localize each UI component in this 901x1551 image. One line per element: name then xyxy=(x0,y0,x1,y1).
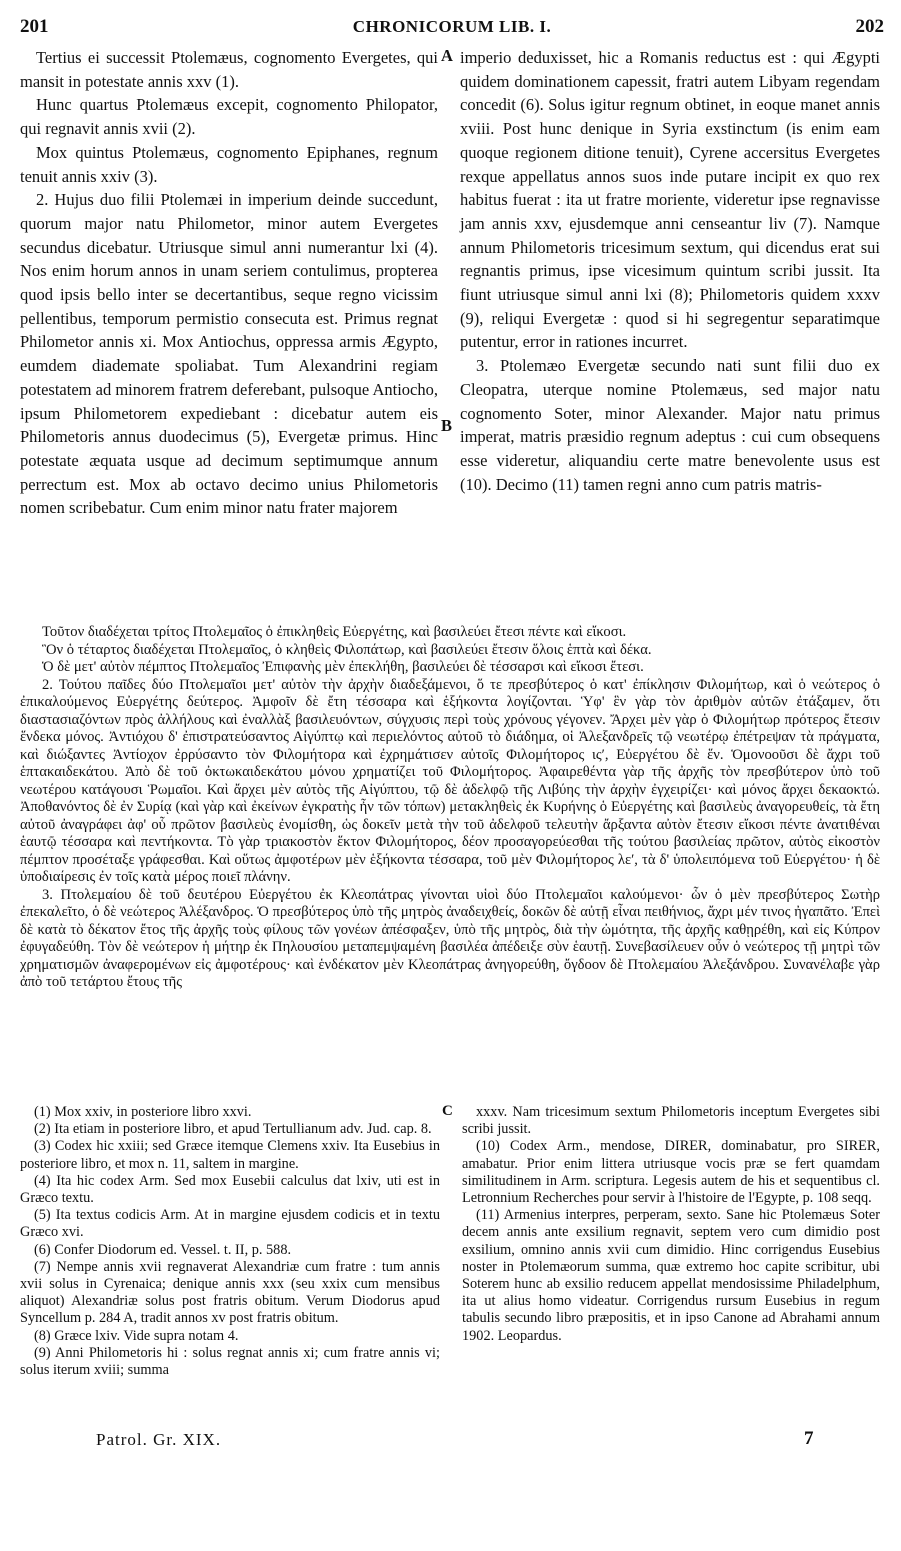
latin-paragraph: Hunc quartus Ptolemæus excepit, cognomento Philopator, qui regnavit annis xvii (2). xyxy=(20,95,438,139)
footnote: (8) Græce lxiv. Vide supra notam 4. xyxy=(34,1327,239,1344)
greek-paragraph: Ὃν ὁ τέταρτος διαδέχεται Πτολεμαῖος, ὁ κληθεὶς Φιλοπάτωρ, καὶ βασιλεύει ἔτεσιν ὅλοις ἑπτὰ καὶ δέκα. xyxy=(42,641,652,658)
footnote: (6) Confer Diodorum ed. Vessel. t. II, p. 588. xyxy=(34,1241,292,1258)
margin-marker-c: C xyxy=(442,1103,453,1119)
greek-paragraph: Ὁ δὲ μετ' αὐτὸν πέμπτος Πτολεμαῖος Ἐπιφανὴς μὲν ἐπεκλήθη, βασιλεύει δὲ τέσσαρσι καὶ εἴκοσι ἔτεσι. xyxy=(42,659,644,675)
page-number-right: 202 xyxy=(855,16,884,37)
footnote: (9) Anni Philometoris hi : solus regnat annis xi; cum fratre annis vi; solus iterum xviii; summa xyxy=(20,1344,440,1379)
footnote: (1) Mox xxiv, in posteriore libro xxvi. xyxy=(34,1104,252,1120)
footnote: xxxv. Nam tricesimum sextum Philometoris inceptum Evergetes sibi scribi jussit. xyxy=(462,1104,880,1138)
latin-column-left xyxy=(20,46,438,606)
footnote: (3) Codex hic xxiii; sed Græce itemque Clemens xxiv. Ita Eusebius in posteriore libro, et mox n. 11, saltem in margine. xyxy=(20,1138,440,1172)
latin-paragraph: imperio deduxisset, hic a Romanis reductus est : qui Ægypti quidem dominationem capessit, fratri autem Libyam regendam concedit (6). Solus igitur regnum obtinet, in eoque manet annis xviii. Post hunc denique in Syria exstinctum (is enim eam quoque regionem ditione tenuit), Cyrene accersitus Evergetes rexque appellatus annos suos inde putare incipit ex quo rex habitus fuerat : ita ut fratre moriente, videretur ipse regnavisse jam annis xxv, ejusdemque anni censeantur liv (7). Namque annum Philometoris tricesimum sextum, qui dicendus erat sui regnantis primus, ipse vicesimum quintum scribi jussit. Ita fiunt utriusque simul anni lxi (8); Philometoris quidem xxxv (9), reliqui Evergetæ : quod si hi segregentur separatimque putentur, error in rationes incurret. xyxy=(460,48,880,352)
signature-number: 7 xyxy=(804,1428,814,1449)
page-footer xyxy=(20,1430,884,1458)
greek-text-block xyxy=(20,624,880,1094)
margin-marker-a: A xyxy=(441,46,453,65)
latin-column-right xyxy=(460,46,880,606)
footnote: (5) Ita textus codicis Arm. At in margine ejusdem codicis et in textu Græco xvi. xyxy=(20,1207,440,1241)
footnotes-left xyxy=(20,1104,440,1429)
running-header xyxy=(20,16,884,42)
footnote: (11) Armenius interpres, perperam, sexto. Sane hic Ptolemæus Soter decem annis ante exsilium regnavit, septem vero cum dimidio post exsilium, omnino annis xvii cum dimidio. Hinc corrigendus Eusebius noster in Ptolemæorum summa, quæ extremo hoc capite scribitur, ubi Soterem hunc ab exsilio reducem appellat mendosissime Philadelphum, ita ut alius homo videatur. Corrigendus rursum Eusebius in regum tabulis secundo libro præpositis, et in ipso Canone ad Abrahami annum 1902. Leopardus. xyxy=(462,1207,880,1344)
footnote: (2) Ita etiam in posteriore libro, et apud Tertullianum adv. Jud. cap. 8. xyxy=(34,1121,432,1138)
page-number-left: 201 xyxy=(20,16,49,37)
latin-paragraph: 2. Hujus duo filii Ptolemæi in imperium deinde succedunt, quorum major natu Philometor, minor autem Evergetes secundus dicebatur. Utriusque simul anni numerantur lxi (4). Nos enim horum annos in unam seriem contulimus, propterea quod ipsis bello inter se decertantibus, seque regno vicissim pellentibus, temporum permistio consecuta est. Primus regnat Philometor annis xi. Mox Antiochus, oppressa armis Ægypto, eumdem diademate spoliabat. Tum Alexandrini regiam potestatem ad minorem fratrem deferebant, pulsoque Antiocho, ipsum Philometorem expediebant : dicebatur autem eis Philometoris annus duodecimus (5), Evergetæ primus. Hinc potestate æquata usque ad decimum septimumque annum perrectum est. Mox ab octavo decimo unius Philometoris nomen scribebatur. Cum enim minor natu frater majorem xyxy=(20,190,438,518)
signature-mark: Patrol. Gr. XIX. xyxy=(96,1430,222,1449)
footnote: (7) Nempe annis xvii regnaverat Alexandriæ cum fratre : tum annis xvii solus in Cyrenaica; denique annis xxx (seu xxix cum mensibus aliquot) Alexandriæ solus post fratris obitum. Verum Diodorus apud Syncellum p. 284 A, tradit annos xv post fratris obitum. xyxy=(20,1258,440,1327)
footnote: (4) Ita hic codex Arm. Sed mox Eusebii calculus dat lxiv, uti est in Græco textu. xyxy=(20,1172,440,1207)
footnotes-right xyxy=(462,1104,880,1429)
footnote: (10) Codex Arm., mendose, DIRER, dominabatur, pro SIRER, amabatur. Prior enim littera utriusque vocis præ se fert quamdam similitudinem in Arm. scriptura. Legesis autem de his et sequentibus cl. Letronnium Recherches pour servir à l'histoire de l'Egypte, p. 108 seqq. xyxy=(462,1138,880,1207)
latin-paragraph: Tertius ei successit Ptolemæus, cognomento Evergetes, qui mansit in potestate annis xxv (1). xyxy=(20,48,438,91)
greek-paragraph: 2. Τούτου παῖδες δύο Πτολεμαῖοι μετ' αὐτὸν τὴν ἀρχὴν διαδεξάμενοι, ὅ τε πρεσβύτερος ὁ κατ' ἐπίκλησιν Φιλομήτωρ, καὶ ὁ νεώτερος ὁ ἐπικαλούμενος Εὐεργέτης δεύτερος. Ἀμφοῖν δὲ ἔτη τέσσαρα καὶ ἑξήκοντα λογίζονται. Ὑφ' ἓν γὰρ τὸν ἀριθμὸν αὐτῶν ἐτάξαμεν, ὅτι διαστασιαζόντων πρὸς ἀλλήλους καὶ ἐναλλὰξ βασιλευόντων, σύγχυσις περὶ τοὺς χρόνους γέγονεν. Ἄρχει μὲν γὰρ ὁ Φιλομήτωρ πρότερος ἔτεσιν ἕνδεκα μόνος. Ἀντιόχου δ' ἐπιστρατεύσαντος Αἰγύπτῳ καὶ περιελόντος αὐτοῦ τὸ διάδημα, οἱ Ἀλεξανδρεῖς τῷ νεωτέρῳ ἐπέτρεψαν τὰ πράγματα, καὶ διώξαντες Ἀντίοχον ἐρρύσαντο τὸν Φιλομήτορα καὶ ἐχρημάτισεν αὐτοῖς Φιλομήτορος ιςʹ, Εὐεργέτου δὲ ἕν. Ὁμονοοῦσι δὲ ἄχρι τοῦ ἑπτακαιδεκάτου. Ἀπὸ δὲ τοῦ ὀκτωκαιδεκάτου μόνου χρηματίζει τοῦ Φιλομήτορος. Ἀφαιρεθέντα γὰρ τῆς ἀρχῆς τὸν πρεσβύτερον ὑπὸ τοῦ νεωτέρου κατάγουσι Ῥωμαῖοι. Καὶ ἄρχει μὲν αὐτὸς τῆς Αἰγύπτου, τῷ δὲ ἀδελφῷ τῆς Λιβύης τὴν ἀρχὴν ἐγχειρίζει· καὶ μόνος ἄρχει δεκαοκτώ. Ἀποθανόντος δὲ ἐν Συρίᾳ (καὶ γὰρ καὶ ἐκείνων ἐγκρατὴς ἦν τῶν τόπων) μετακληθεὶς ἐκ Κυρήνης ὁ Εὐεργέτης καὶ βασιλεὺς ἀναγορευθείς, τὰ ἔτη αὐτοῦ ἀναγράφει ἀφ' οὗ πρῶτον βασιλεὺς ἐνομίσθη, ὡς δοκεῖν μετὰ τὴν τοῦ ἀδελφοῦ τελευτὴν ἄρξαντα αὐτὸν ἔτεσιν εἴκοσι πέντε ἀνατιθέναι ἑαυτῷ τέσσαρα καὶ πεντήκοντα. Τὸ γὰρ τριακοστὸν ἕκτον Φιλομήτορος, δέον προσαγορεύεσθαι τῆς τούτου βασιλείας πρῶτον, αὐτὸς εἰκοστὸν πέμπτον προσέταξε γράφεσθαι. Καὶ οὕτως ἀμφοτέρων μὲν ἑξήκοντα τέσσαρα, τοῦ μὲν Φιλομήτορος λεʹ, τὰ δ' ὑπολειπόμενα τοῦ Εὐεργέτου· ἡ δὲ ὑποδιαίρεσις ἐν τοῖς κατὰ μέρος ποιεῖ πλάνην. xyxy=(20,676,880,885)
greek-paragraph: Τοῦτον διαδέχεται τρίτος Πτολεμαῖος ὁ ἐπικληθεὶς Εὐεργέτης, καὶ βασιλεύει ἔτεσι πέντε καὶ εἴκοσι. xyxy=(42,624,627,640)
latin-paragraph: 3. Ptolemæo Evergetæ secundo nati sunt filii duo ex Cleopatra, uterque nomine Ptolemæus, sed major natu cognomento Soter, minor Alexander. Major natu primus imperat, matris præsidio regnum adeptus : cui cum obsequens esse videretur, aliquandiu certe matre benevolente usus est (10). Decimo (11) tamen regni anno cum patris matris- xyxy=(460,356,880,494)
margin-marker-b: B xyxy=(441,416,453,435)
latin-paragraph: Mox quintus Ptolemæus, cognomento Epiphanes, regnum tenuit annis xxiv (3). xyxy=(20,142,438,186)
greek-paragraph: 3. Πτολεμαίου δὲ τοῦ δευτέρου Εὐεργέτου ἐκ Κλεοπάτρας γίνονται υἱοὶ δύο Πτολεμαῖοι καλούμενοι· ὧν ὁ μὲν πρεσβύτερος Σωτὴρ ἐπεκαλεῖτο, ὁ δὲ νεώτερος Ἀλέξανδρος. Ὁ πρεσβύτερος ὑπὸ τῆς μητρὸς ἀναδειχθείς, δοκῶν δὲ αὐτῇ εἶναι πειθήνιος, ἄχρι μέν τινος ἠγαπᾶτο. Ἐπεὶ δὲ κατὰ τὸ δέκατον ἔτος τῆς ἀρχῆς τοὺς φίλους τῶν γονέων ἀπέσφαξεν, ὑπὸ τῆς μητρὸς, διὰ τὴν ὠμότητα, τῆς ἀρχῆς καθῃρέθη, καὶ εἰς Κύπρον ἐφυγαδεύθη. Τὸν δὲ νεώτερον ἡ μήτηρ ἐκ Πηλουσίου μεταπεμψαμένη βασιλέα ἀπέδειξε σὺν ἑαυτῇ. Συνεβασίλευεν οὖν ὁ νεώτερος τῇ μητρὶ τῶν χρηματισμῶν ἀναφερομένων εἰς ἀμφοτέρους· καὶ ἑνδέκατον μὲν Κλεοπάτρας ἀνηγορεύθη, ὄγδοον δὲ Πτολεμαίου Ἀλεξάνδρου. Συνανέλαβε γὰρ ἀπὸ τοῦ τετάρτου ἔτους τῆς xyxy=(20,886,880,990)
running-title: CHRONICORUM LIB. I. xyxy=(352,17,552,36)
